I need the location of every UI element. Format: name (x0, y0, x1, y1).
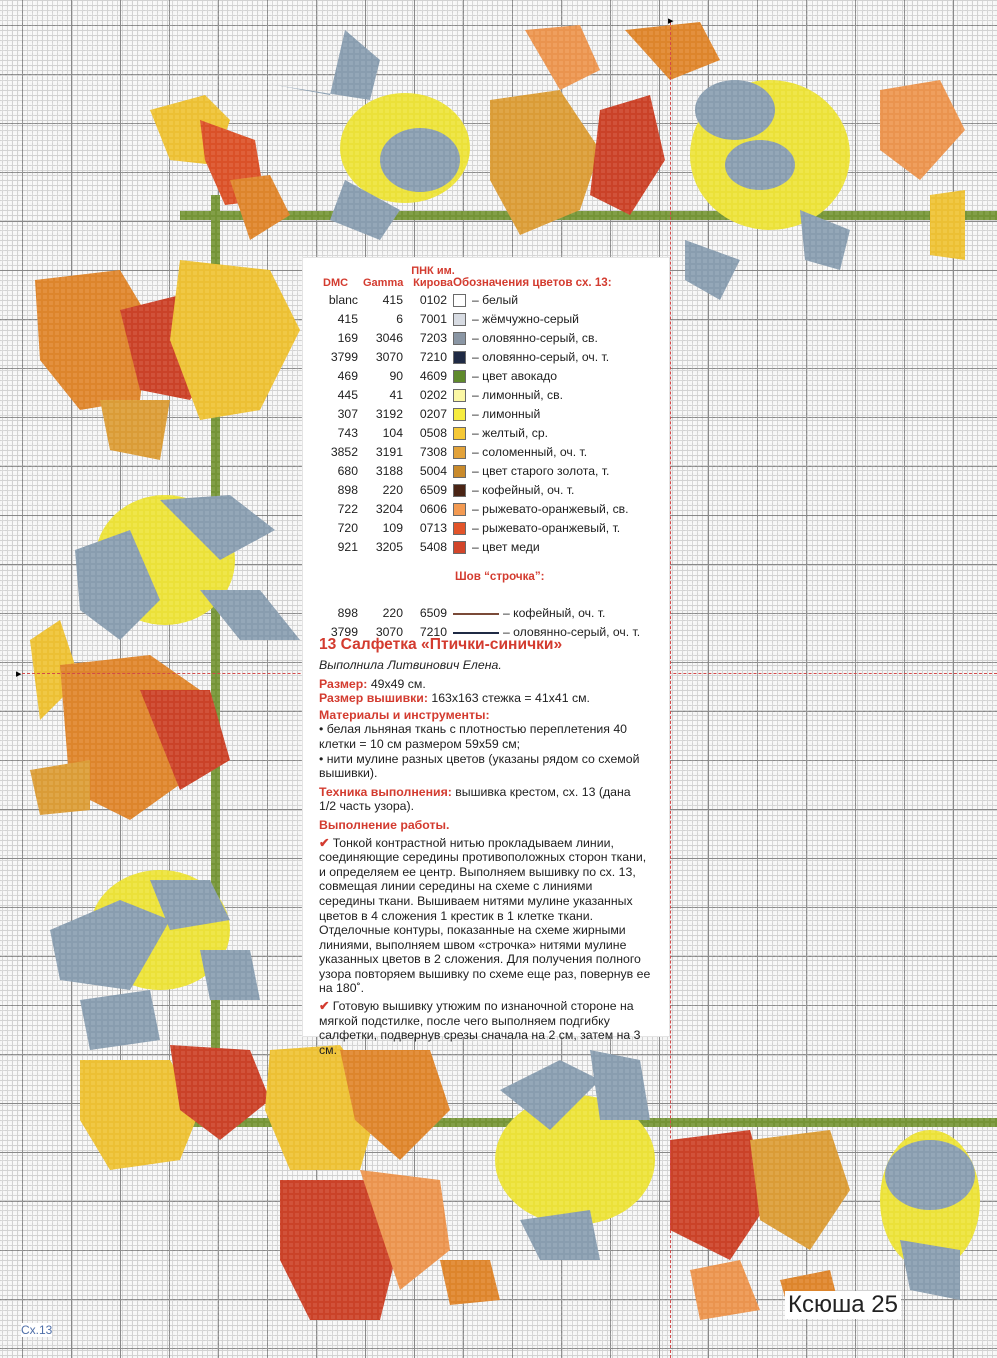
color-name: – лимонный, св. (472, 388, 563, 402)
gamma-code: 3046 (375, 331, 403, 345)
gamma-code: 415 (382, 293, 403, 307)
pnk-code: 7308 (419, 445, 447, 459)
size-value: 49x49 см. (370, 676, 426, 691)
color-symbol-swatch (453, 313, 466, 326)
technique-value: вышивка крестом, сх. 13 (дана 1/2 часть узора). (319, 784, 631, 814)
col-header-dmc: DMC (323, 277, 349, 289)
color-name: – соломенный, оч. т. (472, 445, 588, 459)
gamma-code: 3191 (375, 445, 403, 459)
gamma-code: 3204 (375, 502, 403, 516)
color-name: – оловянно-серый, оч. т. (472, 350, 610, 364)
check-icon: ✔ (319, 999, 330, 1014)
color-symbol-swatch (453, 522, 466, 535)
stitch-title: Шов “строчка”: (455, 570, 545, 583)
color-symbol-swatch (453, 408, 466, 421)
pnk-code: 6509 (419, 483, 447, 497)
dmc-code: 720 (337, 521, 358, 535)
color-symbol-swatch (453, 503, 466, 516)
color-symbol-swatch (453, 370, 466, 383)
color-symbol-swatch (453, 465, 466, 478)
vertical-center-line (670, 22, 671, 1358)
stitch-color-name: – кофейный, оч. т. (503, 606, 606, 620)
pnk-code: 7001 (419, 312, 447, 326)
check-icon: ✔ (319, 835, 330, 850)
pnk-code: 0102 (419, 293, 447, 307)
gamma-code: 220 (382, 483, 403, 497)
dmc-code: 3799 (330, 350, 358, 364)
pnk-code: 0508 (419, 426, 447, 440)
gamma-code: 104 (382, 426, 403, 440)
gamma-code: 220 (382, 606, 403, 620)
color-name: – кофейный, оч. т. (472, 483, 575, 497)
color-name: – белый (472, 293, 519, 307)
embroidery-size-value: 163x163 стежка = 41x41 см. (431, 691, 590, 706)
legend-row (303, 424, 669, 443)
color-name: – оловянно-серый, св. (472, 331, 598, 345)
legend-row (303, 443, 669, 462)
legend-row (303, 291, 669, 310)
gamma-code: 3205 (375, 540, 403, 554)
pnk-code: 0713 (419, 521, 447, 535)
color-symbol-swatch (453, 332, 466, 345)
dmc-code: 415 (337, 312, 358, 326)
author: Выполнила Литвинович Елена. (319, 658, 502, 672)
color-name: – цвет старого золота, т. (472, 464, 610, 478)
gamma-code: 3070 (375, 350, 403, 364)
stitch-line-sample (453, 632, 499, 634)
col-header-gamma: Gamma (363, 277, 404, 289)
dmc-code: 680 (337, 464, 358, 478)
pnk-code: 5408 (419, 540, 447, 554)
col-header-pnk: ПНК им. Кирова (411, 265, 455, 289)
pnk-code: 0606 (419, 502, 447, 516)
legend-row (303, 538, 669, 557)
gamma-code: 3070 (375, 625, 403, 639)
scheme-label: Сх.13 (21, 1323, 53, 1337)
dmc-code: 3852 (330, 445, 358, 459)
pnk-code: 7210 (419, 350, 447, 364)
color-symbol-swatch (453, 427, 466, 440)
legend-row (303, 405, 669, 424)
pnk-code: 6509 (419, 606, 447, 620)
size-label: Размер: (319, 676, 368, 691)
stitch-line-sample (453, 613, 499, 615)
legend-row (303, 310, 669, 329)
gamma-code: 90 (389, 369, 403, 383)
legend-and-instructions-panel (303, 258, 669, 1057)
pnk-code: 5004 (419, 464, 447, 478)
legend-row (303, 519, 669, 538)
pnk-code: 7203 (419, 331, 447, 345)
color-name: – рыжевато-оранжевый, т. (472, 521, 621, 535)
dmc-code: 307 (337, 407, 358, 421)
color-name: – цвет авокадо (472, 369, 557, 383)
pnk-code: 0202 (419, 388, 447, 402)
gamma-code: 3188 (375, 464, 403, 478)
dmc-code: 169 (337, 331, 358, 345)
technique-label: Техника выполнения: (319, 784, 452, 799)
materials-title: Материалы и инструменты: (319, 707, 490, 722)
materials-item-1: • белая льняная ткань с плотностью переплетения 40 клетки = 10 см размером 59x59 см; (319, 722, 627, 751)
color-symbol-swatch (453, 446, 466, 459)
color-symbol-swatch (453, 541, 466, 554)
gamma-code: 109 (382, 521, 403, 535)
article-title: 13 Салфетка «Птички-синички» (319, 636, 563, 653)
work-step-2: Готовую вышивку утюжим по изнаночной стороне на мягкой подстилке, после чего выполняем подгибку салфетки, подвернув срезы сначала на 2 см, затем на 3 см. (319, 999, 641, 1057)
work-step-1: Тонкой контрастной нитью прокладываем линии, соединяющие середины противоположных сторон ткани, и определяем ее центр. Выполняем вышивку по сх. 13, совмещая линии середины на схеме с линиями середины ткани. Вышиваем нитями мулине указанных цветов в 4 сложения 1 крестик в 1 клетке ткани. Отделочные контуры, показанные на схеме жирными линиями, выполняем швом «строчка» нитями мулине указанных цветов в 2 сложения. Для получения полного узора повторяем вышивку по схеме еще раз, повернув ее на 180˚. (319, 835, 651, 996)
stitch-color-name: – оловянно-серый, оч. т. (503, 625, 641, 639)
dmc-code: 921 (337, 540, 358, 554)
dmc-code: 445 (337, 388, 358, 402)
materials-item-2: • нити мулине разных цветов (указаны рядом со схемой вышивки). (319, 751, 640, 781)
work-title: Выполнение работы. (319, 817, 450, 832)
color-name: – желтый, ср. (472, 426, 548, 440)
stitch-row (303, 604, 669, 623)
legend-row (303, 348, 669, 367)
dmc-code: 3799 (330, 625, 358, 639)
gamma-code: 41 (389, 388, 403, 402)
color-symbol-swatch (453, 484, 466, 497)
pnk-code: 0207 (419, 407, 447, 421)
article-body (319, 658, 651, 1057)
embroidery-size-label: Размер вышивки: (319, 691, 428, 706)
legend-row (303, 500, 669, 519)
color-symbol-swatch (453, 389, 466, 402)
color-symbol-swatch (453, 294, 466, 307)
pnk-code: 4609 (419, 369, 447, 383)
dmc-code: 469 (337, 369, 358, 383)
gamma-code: 3192 (375, 407, 403, 421)
legend-row (303, 367, 669, 386)
dmc-code: 722 (337, 502, 358, 516)
legend-title: Обозначения цветов сх. 13: (453, 276, 612, 289)
dmc-code: 898 (337, 606, 358, 620)
legend-row (303, 462, 669, 481)
gamma-code: 6 (396, 312, 403, 326)
legend-row (303, 481, 669, 500)
dmc-code: 898 (337, 483, 358, 497)
dmc-code: 743 (337, 426, 358, 440)
color-name: – лимонный (472, 407, 541, 421)
dmc-code: blanc (328, 293, 358, 307)
color-symbol-swatch (453, 351, 466, 364)
legend-row (303, 386, 669, 405)
pnk-code: 7210 (419, 625, 447, 639)
legend-row (303, 329, 669, 348)
color-name: – рыжевато-оранжевый, св. (472, 502, 629, 516)
color-name: – жёмчужно-серый (472, 312, 579, 326)
magazine-page-number: Ксюша 25 (785, 1291, 901, 1319)
center-marker-left: ▸ (16, 668, 22, 680)
color-name: – цвет меди (472, 540, 540, 554)
center-marker-top: ▸ (668, 15, 674, 27)
